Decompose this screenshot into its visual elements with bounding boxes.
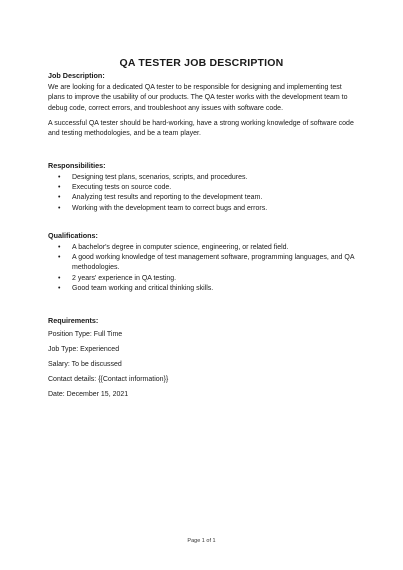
date: Date: December 15, 2021 (48, 391, 129, 398)
responsibilities-list (58, 173, 368, 214)
salary: Salary: To be discussed (48, 361, 122, 368)
job-description-paragraph-1: We are looking for a dedicated QA tester to be responsible for designing and implementing test plans to improve the usability of our products. The QA tester works with the development team to debug code, correct errors, and troubleshoot any issues with software code. (48, 84, 348, 112)
list-item: • Analyzing test results and reporting to the development team. (58, 193, 368, 203)
job-description-paragraph-2: A successful QA tester should be hard-working, have a strong working knowledge of software code and testing methodologies, and be a team player. (48, 120, 354, 138)
page-number-footer: Page 1 of 1 (187, 538, 216, 544)
contact-details: Contact details: {{Contact information}} (48, 376, 169, 383)
qualifications-list (58, 243, 368, 294)
list-item: • A bachelor's degree in computer science, engineering, or related field. (58, 243, 368, 253)
list-item: • 2 years' experience in QA testing. (58, 274, 368, 284)
job-description-heading: Job Description: (48, 71, 105, 80)
list-item: • Executing tests on source code. (58, 183, 368, 193)
position-type: Position Type: Full Time (48, 331, 123, 338)
qualifications-heading: Qualifications: (48, 231, 98, 240)
list-item: • Working with the development team to correct bugs and errors. (58, 204, 368, 214)
list-item: • Designing test plans, scenarios, scripts, and procedures. (58, 173, 368, 183)
responsibilities-heading: Responsibilities: (48, 161, 106, 170)
list-item: • A good working knowledge of test management software, programming languages, and QA methodologies. (58, 253, 368, 273)
list-item: • Good team working and critical thinking skills. (58, 284, 368, 294)
requirements-heading: Requirements: (48, 316, 99, 325)
document-title: QA TESTER JOB DESCRIPTION (119, 57, 284, 69)
job-type: Job Type: Experienced (48, 346, 120, 353)
